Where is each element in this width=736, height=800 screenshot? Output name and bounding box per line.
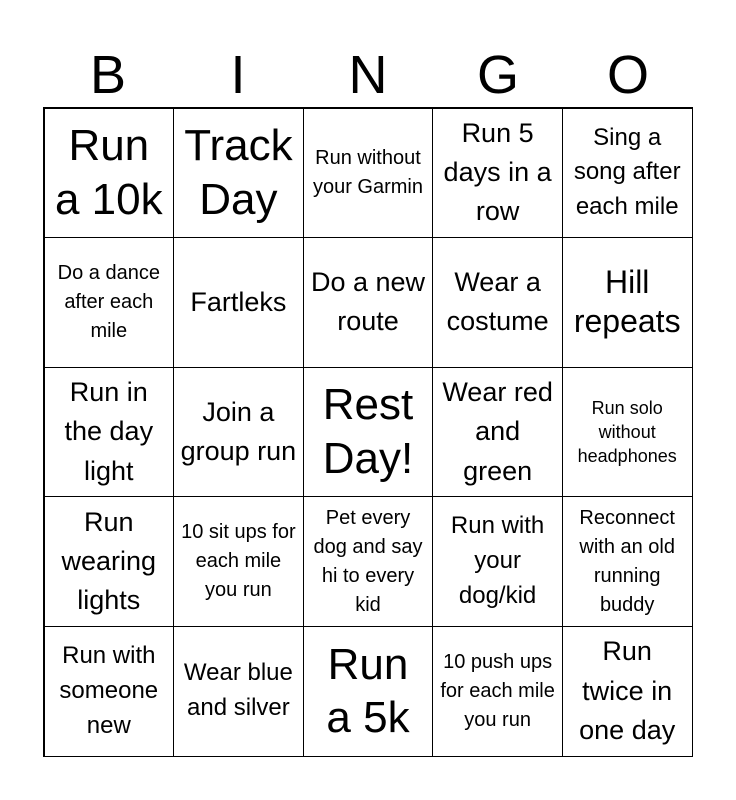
bingo-cell[interactable] xyxy=(44,626,175,757)
cell-text: Run twice in one day xyxy=(579,636,676,745)
bingo-cell[interactable] xyxy=(303,367,434,498)
bingo-cell[interactable] xyxy=(432,108,563,239)
cell-text: Run wearing lights xyxy=(61,506,157,616)
cell-text: Do a dance after each mile xyxy=(57,261,160,342)
bingo-cell[interactable] xyxy=(44,108,175,239)
cell-text: Run with someone new xyxy=(59,642,159,739)
cell-text: Reconnect with an old running buddy xyxy=(579,506,675,616)
bingo-cell[interactable] xyxy=(44,367,175,498)
bingo-cell[interactable] xyxy=(562,108,693,239)
cell-text: Do a new route xyxy=(310,267,426,337)
cell-text: 10 sit ups for each mile you run xyxy=(181,521,296,602)
bingo-cell[interactable] xyxy=(432,496,563,627)
cell-text: 10 push ups for each mile you run xyxy=(440,650,555,731)
bingo-cell[interactable] xyxy=(303,237,434,368)
header-letter-g: G xyxy=(476,45,519,105)
bingo-cell[interactable] xyxy=(173,496,304,627)
bingo-cell[interactable] xyxy=(303,496,434,627)
cell-text: Wear a costume xyxy=(446,267,549,337)
bingo-cell[interactable] xyxy=(432,367,563,498)
cell-text: Run a 10k xyxy=(54,121,163,224)
cell-text: Run without your Garmin xyxy=(312,146,423,198)
bingo-cell[interactable] xyxy=(303,108,434,239)
cell-text: Hill repeats xyxy=(573,264,681,340)
cell-text: Wear red and green xyxy=(442,377,553,486)
header-letter-b: B xyxy=(89,45,127,105)
cell-text: Track Day xyxy=(184,121,293,224)
cell-text: Pet every dog and say hi to every kid xyxy=(313,506,423,616)
header-letter-i: I xyxy=(230,45,246,105)
bingo-cell[interactable] xyxy=(432,626,563,757)
bingo-cell[interactable] xyxy=(303,626,434,757)
bingo-cell[interactable] xyxy=(173,626,304,757)
cell-text: Run with your dog/kid xyxy=(450,512,545,609)
header-letter-n: N xyxy=(348,45,388,105)
header-letter-o: O xyxy=(606,45,649,105)
cell-text: Sing a song after each mile xyxy=(573,123,681,221)
bingo-cell[interactable] xyxy=(173,237,304,368)
cell-text: Fartleks xyxy=(190,286,287,317)
bingo-cell[interactable] xyxy=(44,237,175,368)
bingo-cell[interactable] xyxy=(173,108,304,239)
bingo-cell[interactable] xyxy=(562,496,693,627)
cell-text: Join a group run xyxy=(180,396,297,466)
bingo-cell[interactable] xyxy=(173,367,304,498)
cell-text: Run solo without headphones xyxy=(577,397,677,467)
cell-text: Run 5 days in a row xyxy=(443,118,552,227)
bingo-cell[interactable] xyxy=(44,496,175,627)
bingo-cell[interactable] xyxy=(562,237,693,368)
cell-text: Wear blue and silver xyxy=(183,659,293,722)
bingo-cell[interactable] xyxy=(432,237,563,368)
bingo-header xyxy=(43,42,693,108)
bingo-cell[interactable] xyxy=(562,626,693,757)
cell-text: Rest Day! xyxy=(322,380,414,483)
cell-text: Run in the day light xyxy=(64,377,154,486)
cell-text: Run a 5k xyxy=(326,639,410,743)
bingo-grid xyxy=(43,107,693,757)
bingo-cell[interactable] xyxy=(562,367,693,498)
